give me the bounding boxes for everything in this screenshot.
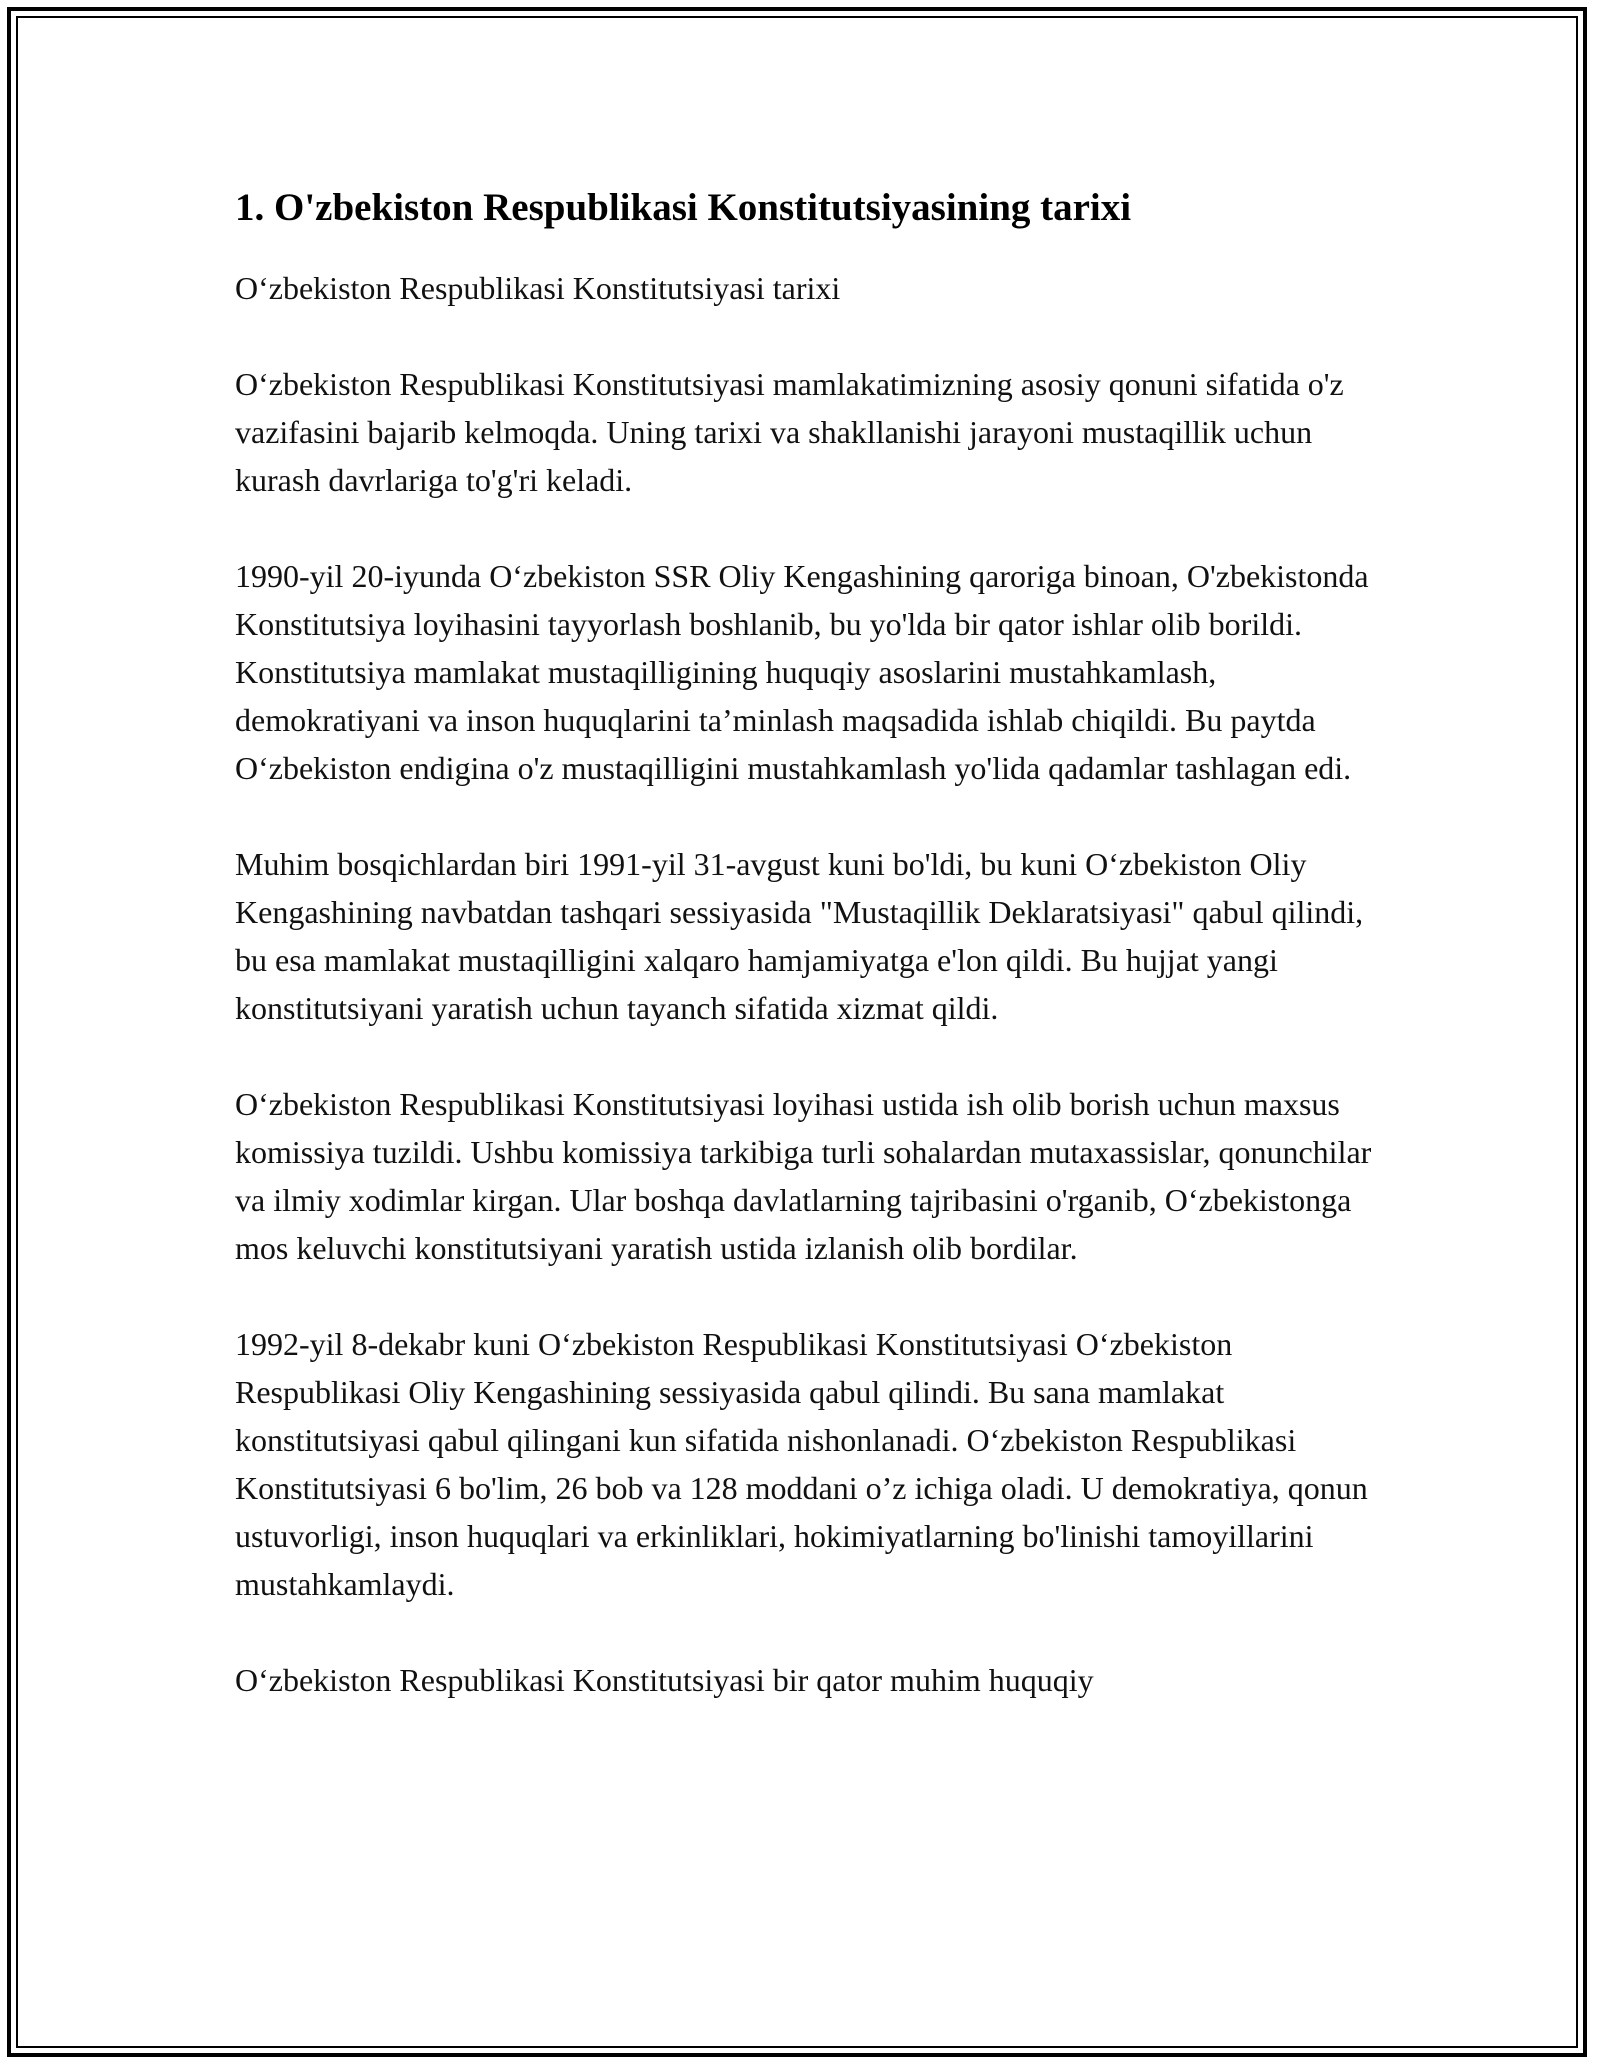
paragraph-1991: Muhim bosqichlardan biri 1991-yil 31-avgust kuni bo'ldi, bu kuni O‘zbekiston Oliy Kengashining navbatdan tashqari sessiyasida "Mustaqillik Deklaratsiyasi" qabul qilindi, bu esa mamlakat mustaqilligini xalqaro hamjamiyatga e'lon qildi. Bu hujjat yangi konstitutsiyani yaratish uchun tayanch sifatida xizmat qildi. [235, 845, 1364, 1026]
document-title: 1. O'zbekiston Respublikasi Konstitutsiyasining tarixi [235, 186, 1132, 229]
paragraph-commission: O‘zbekiston Respublikasi Konstitutsiyasi loyihasi ustida ish olib borish uchun maxsus komissiya tuzildi. Ushbu komissiya tarkibiga turli sohalardan mutaxassislar, qonunchilar va ilmiy xodimlar kirgan. Ular boshqa davlatlarning tajribasini o'rganib, O‘zbekistonga mos keluvchi konstitutsiyani yaratish ustida izlanish olib bordilar. [235, 1085, 1372, 1266]
paragraph-1990: 1990-yil 20-iyunda O‘zbekiston SSR Oliy Kengashining qaroriga binoan, O'zbekistonda Konstitutsiya loyihasini tayyorlash boshlanib, bu yo'lda bir qator ishlar olib borildi. Konstitutsiya mamlakat mustaqilligining huquqiy asoslarini mustahkamlash, demokratiyani va inson huquqlarini ta’minlash maqsadida ishlab chiqildi. Bu paytda O‘zbekiston endigina o'z mustaqilligini mustahkamlash yo'lida qadamlar tashlagan edi. [235, 557, 1369, 786]
paragraph-1992: 1992-yil 8-dekabr kuni O‘zbekiston Respublikasi Konstitutsiyasi O‘zbekiston Respublikasi Oliy Kengashining sessiyasida qabul qilindi. Bu sana mamlakat konstitutsiyasi qabul qilingani kun sifatida nishonlanadi. O‘zbekiston Respublikasi Konstitutsiyasi 6 bo'lim, 26 bob va 128 moddani o’z ichiga oladi. U demokratiya, qonun ustuvorligi, inson huquqlari va erkinliklari, hokimiyatlarning bo'linishi tamoyillarini mustahkamlaydi. [235, 1325, 1368, 1602]
paragraph-rights: O‘zbekiston Respublikasi Konstitutsiyasi bir qator muhim huquqiy [235, 1661, 1094, 1698]
document-subtitle: O‘zbekiston Respublikasi Konstitutsiyasi tarixi [235, 269, 841, 306]
document-body [235, 185, 1375, 1752]
paragraph-intro: O‘zbekiston Respublikasi Konstitutsiyasi mamlakatimizning asosiy qonuni sifatida o'z vazifasini bajarib kelmoqda. Uning tarixi va shakllanishi jarayoni mustaqillik uchun kurash davrlariga to'g'ri keladi. [235, 365, 1344, 498]
